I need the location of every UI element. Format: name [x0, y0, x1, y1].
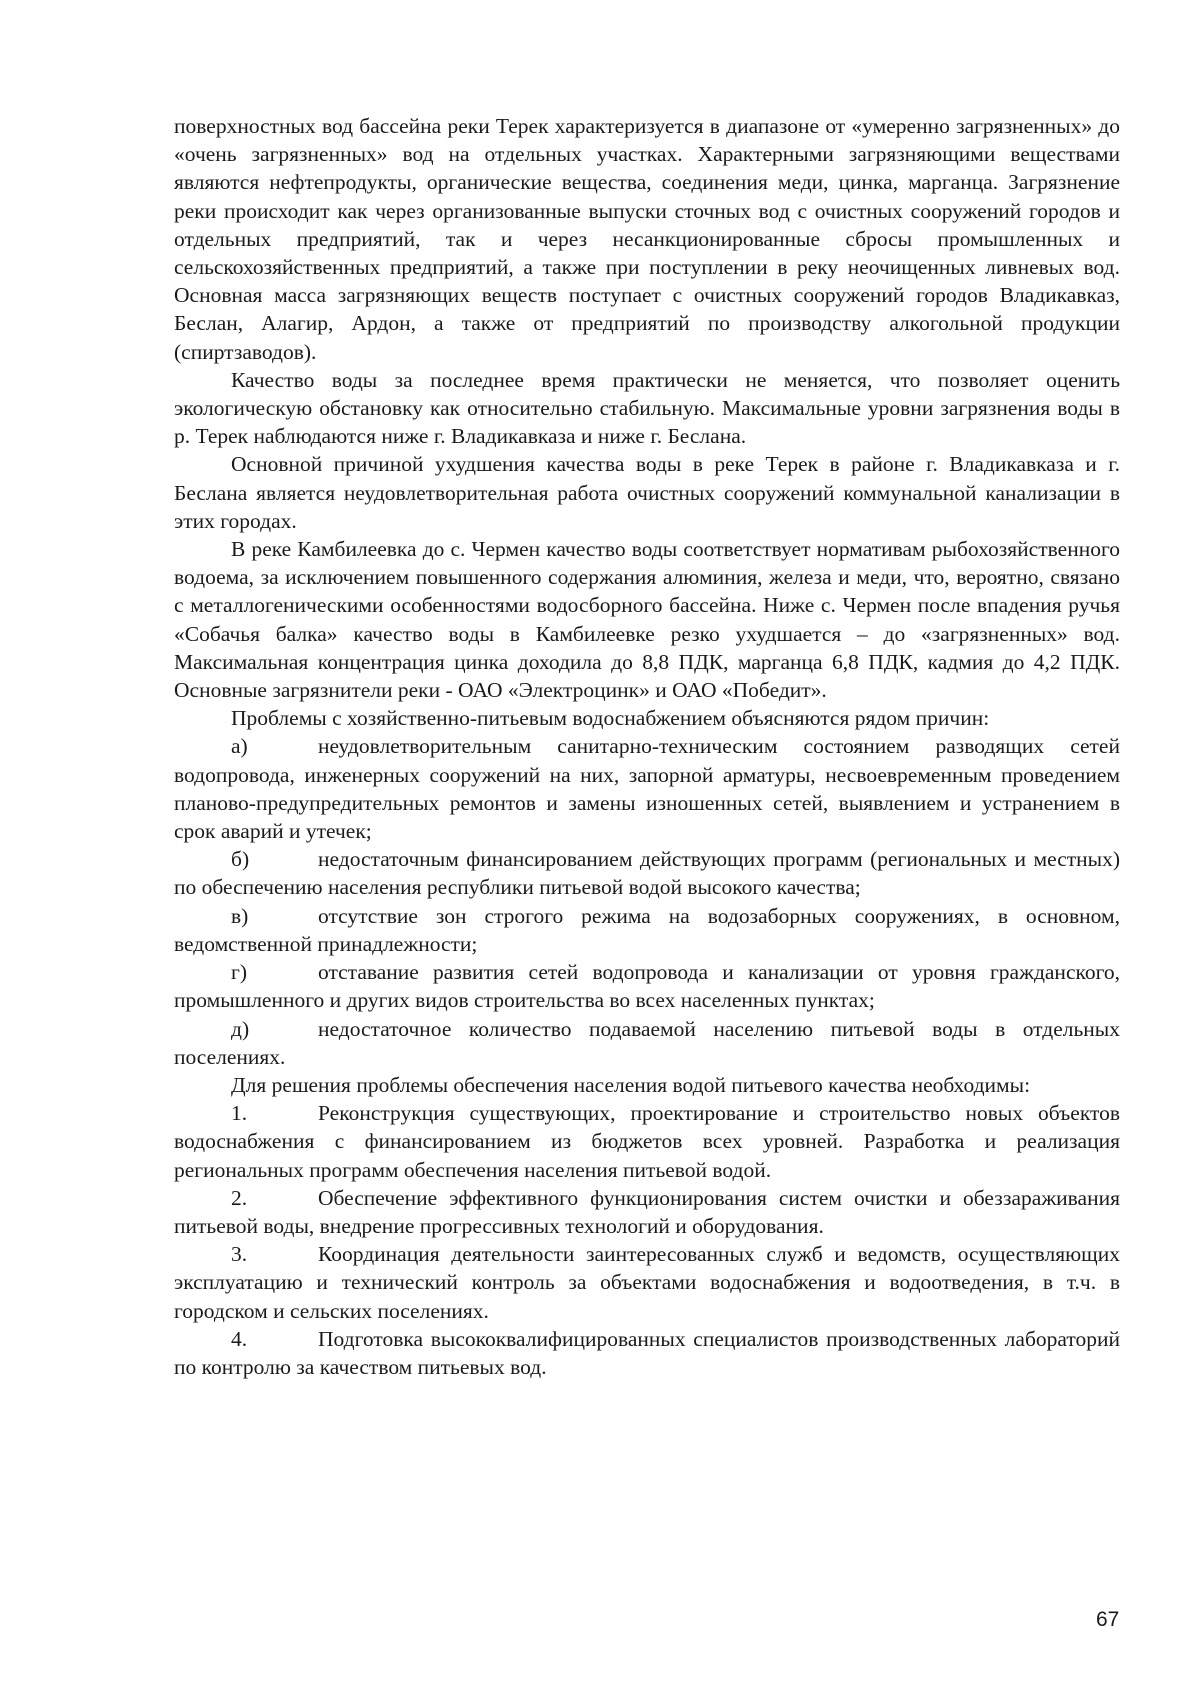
list-marker: г): [231, 960, 247, 985]
paragraph-water-quality-stability: Качество воды за последнее время практически не меняется, что позволяет оценить экологическую обстановку как относительно стабильную. Максимальные уровни загрязнения воды в р. Терек наблюдаются ниже г. Владикавказа и ниже г. Беслана.: [174, 367, 1120, 449]
list-item-measure-4: [174, 1325, 1120, 1381]
list-item-text: Координация деятельности заинтересованных служб и ведомств, осуществляющих эксплуатацию и технический контроль за объектами водоснабжения и водоотведения, в т.ч. в городском и сельских поселениях.: [174, 1242, 1120, 1323]
page-number: 67: [1096, 1608, 1120, 1631]
list-item-cause-d: [174, 958, 1120, 1014]
list-marker: в): [231, 903, 249, 928]
list-item-text: Обеспечение эффективного функционирования систем очистки и обеззараживания питьевой воды, внедрение прогрессивных технологий и оборудования.: [174, 1185, 1120, 1238]
list-item-measure-1: [174, 1099, 1120, 1184]
list-item-text: недостаточным финансированием действующих программ (региональных и местных) по обеспечению населения республики питьевой водой высокого качества;: [174, 847, 1120, 900]
list-item-text: недостаточное количество подаваемой населению питьевой воды в отдельных поселениях.: [174, 1016, 1120, 1069]
list-item-cause-e: [174, 1015, 1120, 1071]
list-marker: 2.: [231, 1185, 248, 1210]
list-marker: б): [231, 847, 250, 872]
list-item-text: Подготовка высококвалифицированных специалистов производственных лабораторий по контролю за качеством питьевых вод.: [174, 1326, 1120, 1379]
paragraph-kambileevka: В реке Камбилеевка до с. Чермен качество воды соответствует нормативам рыбохозяйственного водоема, за исключением повышенного содержания алюминия, железа и меди, что, вероятно, связано с металлогеническими особенностями водосборного бассейна. Ниже с. Чермен после впадения ручья «Собачья балка» качество воды в Камбилеевке резко ухудшается – до «загрязненных» вод. Максимальная концентрация цинка доходила до 8,8 ПДК, марганца 6,8 ПДК, кадмия до 4,2 ПДК. Основные загрязнители реки - ОАО «Электроцинк» и ОАО «Победит».: [174, 537, 1120, 703]
list-item-text: отсутствие зон строгого режима на водозаборных сооружениях, в основном, ведомственной принадлежности;: [174, 903, 1120, 956]
paragraph-problems-intro: Проблемы с хозяйственно-питьевым водоснабжением объясняются рядом причин:: [231, 706, 990, 731]
list-item-measure-2: [174, 1184, 1120, 1240]
paragraph-river-pollution: поверхностных вод бассейна реки Терек характеризуется в диапазоне от «умеренно загрязненных» до «очень загрязненных» вод на отдельных участках. Характерными загрязняющими веществами являются нефтепродукты, органические вещества, соединения меди, цинка, марганца. Загрязнение реки происходит как через организованные выпуски сточных вод с очистных сооружений городов и отдельных предприятий, так и через несанкционированные сбросы промышленных и сельскохозяйственных предприятий, а также при поступлении в реку неочищенных ливневых вод. Основная масса загрязняющих веществ поступает с очистных сооружений городов Владикавказ, Беслан, Алагир, Ардон, а также от предприятий по производству алкогольной продукции (спиртзаводов).: [174, 114, 1120, 364]
list-marker: д): [231, 1016, 250, 1041]
list-item-cause-c: [174, 902, 1120, 958]
paragraph-main-cause: Основной причиной ухудшения качества воды в реке Терек в районе г. Владикавказа и г. Беслана является неудовлетворительная работа очистных сооружений коммунальной канализации в этих городах.: [174, 452, 1120, 533]
list-marker: 3.: [231, 1242, 248, 1267]
list-item-cause-b: [174, 845, 1120, 901]
list-marker: 1.: [231, 1101, 248, 1126]
list-item-text: неудовлетворительным санитарно-техническим состоянием разводящих сетей водопровода, инженерных сооружений на них, запорной арматуры, несвоевременным проведением планово-предупредительных ремонтов и замены изношенных сетей, выявлением и устранением в срок аварий и утечек;: [174, 734, 1120, 844]
list-item-text: Реконструкция существующих, проектирование и строительство новых объектов водоснабжения с финансированием из бюджетов всех уровней. Разработка и реализация региональных программ обеспечения населения питьевой водой.: [174, 1101, 1120, 1182]
document-body: [174, 112, 1120, 1381]
list-item-measure-3: [174, 1240, 1120, 1325]
list-item-text: отставание развития сетей водопровода и канализации от уровня гражданского, промышленного и других видов строительства во всех населенных пунктах;: [174, 960, 1120, 1013]
list-marker: 4.: [231, 1326, 248, 1351]
list-marker: а): [231, 734, 248, 759]
list-item-cause-a: [174, 732, 1120, 845]
paragraph-measures-intro: Для решения проблемы обеспечения населения водой питьевого качества необходимы:: [231, 1072, 1031, 1097]
